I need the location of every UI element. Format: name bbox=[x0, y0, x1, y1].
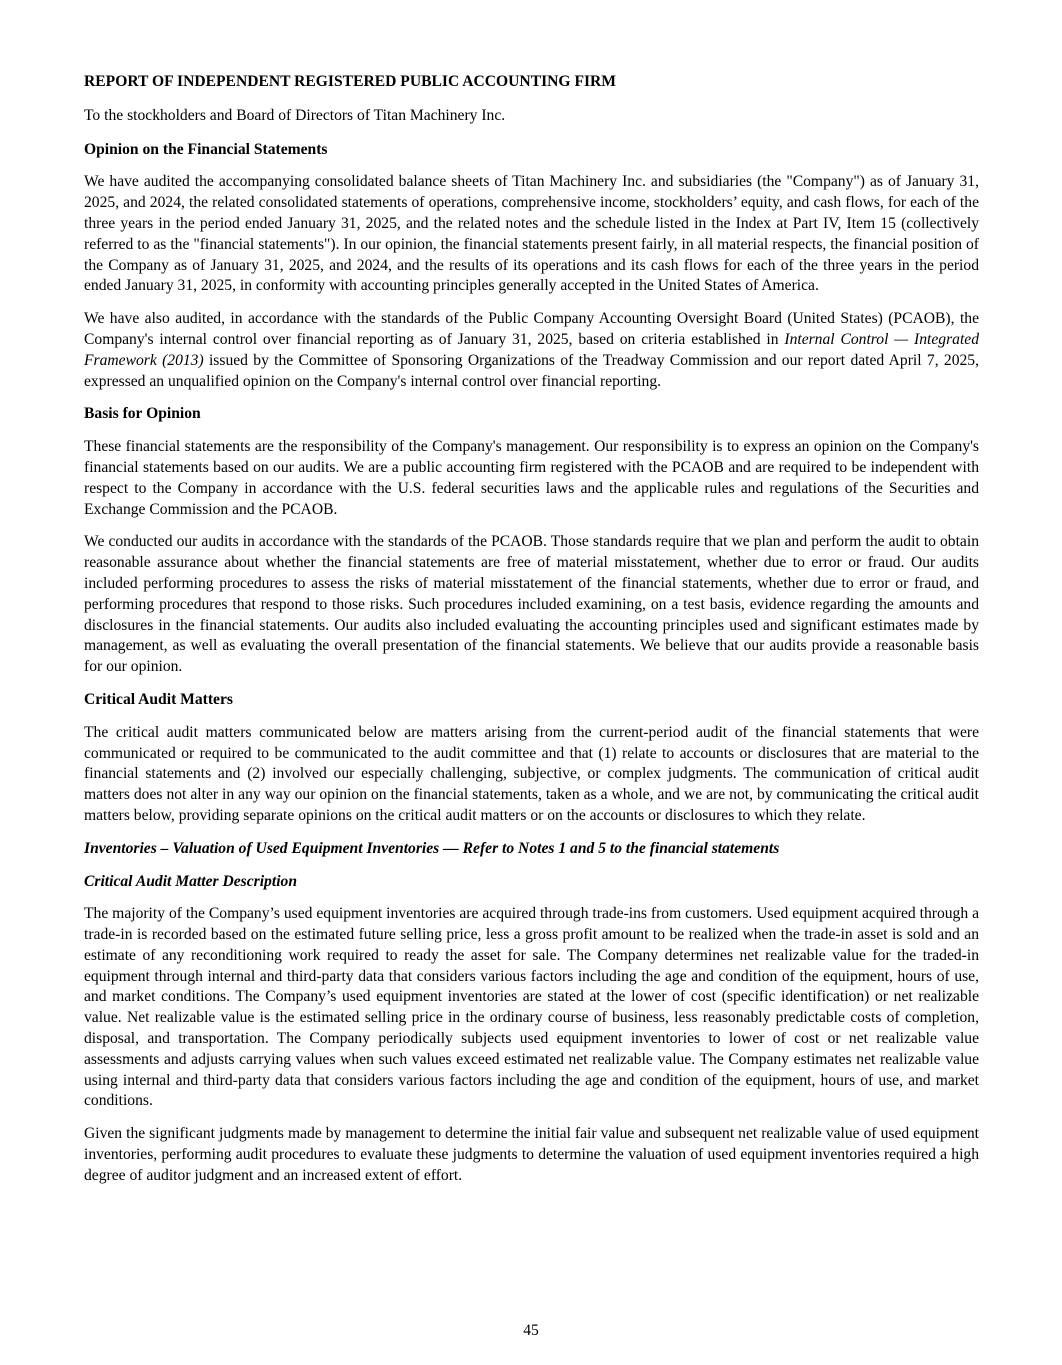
opinion-paragraph-2 bbox=[84, 309, 979, 392]
basis-paragraph-2: We conducted our audits in accordance with the standards of the PCAOB. Those standards require that we plan and perform the audit to obtain reasonable assurance about whether the financial statements are free of material misstatement, whether due to error or fraud. Our audits included performing procedures to assess the risks of material misstatement of the financial statements, whether due to error or fraud, and performing procedures that respond to those risks. Such procedures included examining, on a test basis, evidence regarding the amounts and disclosures in the financial statements. Our audits also included evaluating the accounting principles used and significant estimates made by management, as well as evaluating the overall presentation of the financial statements. We believe that our audits provide a reasonable basis for our opinion. bbox=[84, 533, 979, 676]
report-title: REPORT OF INDEPENDENT REGISTERED PUBLIC ACCOUNTING FIRM bbox=[84, 73, 617, 90]
opinion-paragraph-1: We have audited the accompanying consolidated balance sheets of Titan Machinery Inc. and subsidiaries (the "Company") as of January 31, 2025, and 2024, the related consolidated statements of operations, comprehensive income, stockholders’ equity, and cash flows, for each of the three years in the period ended January 31, 2025, and the related notes and the schedule listed in the Index at Part IV, Item 15 (collectively referred to as the "financial statements"). In our opinion, the financial statements present fairly, in all material respects, the financial position of the Company as of January 31, 2025, and 2024, and the results of its operations and its cash flows for each of the three years in the period ended January 31, 2025, in conformity with accounting principles generally accepted in the United States of America. bbox=[84, 173, 979, 295]
addressee: To the stockholders and Board of Directors of Titan Machinery Inc. bbox=[84, 106, 506, 124]
cam-matter-heading: Inventories – Valuation of Used Equipment Inventories — Refer to Notes 1 and 5 to the financial statements bbox=[84, 839, 780, 857]
opinion-p2-before: We have also audited, in accordance with the standards of the Public Company Accounting Oversight Board (United States) (PCAOB), the Company's internal control over financial reporting as of January 31, 2025, based on criteria established in bbox=[84, 310, 979, 348]
page-number: 45 bbox=[523, 1322, 539, 1339]
cam-description-paragraph-1: The majority of the Company’s used equipment inventories are acquired through trade-ins from customers. Used equipment acquired through a trade-in is recorded based on the estimated future selling price, less a gross profit amount to be realized when the trade-in asset is sold and an estimate of any reconditioning work required to ready the asset for sale. The Company determines net realizable value for the traded-in equipment through internal and third-party data that considers various factors including the age and condition of the equipment, hours of use, and market conditions. The Company’s used equipment inventories are stated at the lower of cost (specific identification) or net realizable value. Net realizable value is the estimated selling price in the ordinary course of business, less reasonably predictable costs of completion, disposal, and transportation. The Company periodically subjects used equipment inventories to lower of cost or net realizable value assessments and adjusts carrying values when such values exceed estimated net realizable value. The Company estimates net realizable value using internal and third-party data that considers various factors including the age and condition of the equipment, hours of use, and market conditions. bbox=[84, 905, 979, 1110]
framework-title: Internal Control — Integrated Framework (2013) bbox=[84, 330, 979, 369]
cam-description-paragraph-2: Given the significant judgments made by management to determine the initial fair value and subsequent net realizable value of used equipment inventories, performing audit procedures to evaluate these judgments to determine the valuation of used equipment inventories required a high degree of auditor judgment and an increased extent of effort. bbox=[84, 1125, 979, 1184]
basis-paragraph-1: These financial statements are the responsibility of the Company's management. Our responsibility is to express an opinion on the Company's financial statements based on our audits. We are a public accounting firm registered with the PCAOB and are required to be independent with respect to the Company in accordance with the U.S. federal securities laws and the applicable rules and regulations of the Securities and Exchange Commission and the PCAOB. bbox=[84, 438, 979, 518]
cam-heading: Critical Audit Matters bbox=[84, 690, 233, 708]
cam-description-heading: Critical Audit Matter Description bbox=[84, 872, 297, 890]
cam-paragraph-1: The critical audit matters communicated below are matters arising from the current-period audit of the financial statements that were communicated or required to be communicated to the audit committee and that (1) relate to accounts or disclosures that are material to the financial statements and (2) involved our especially challenging, subjective, or complex judgments. The communication of critical audit matters does not alter in any way our opinion on the financial statements, taken as a whole, and we are not, by communicating the critical audit matters below, providing separate opinions on the critical audit matters or on the accounts or disclosures to which they relate. bbox=[84, 723, 979, 824]
opinion-heading: Opinion on the Financial Statements bbox=[84, 140, 328, 158]
report-page bbox=[84, 72, 979, 1199]
opinion-p2-after: issued by the Committee of Sponsoring Organizations of the Treadway Commission and our report dated April 7, 2025, expressed an unqualified opinion on the Company's internal control over financial reporting. bbox=[84, 351, 979, 390]
basis-heading: Basis for Opinion bbox=[84, 405, 201, 423]
